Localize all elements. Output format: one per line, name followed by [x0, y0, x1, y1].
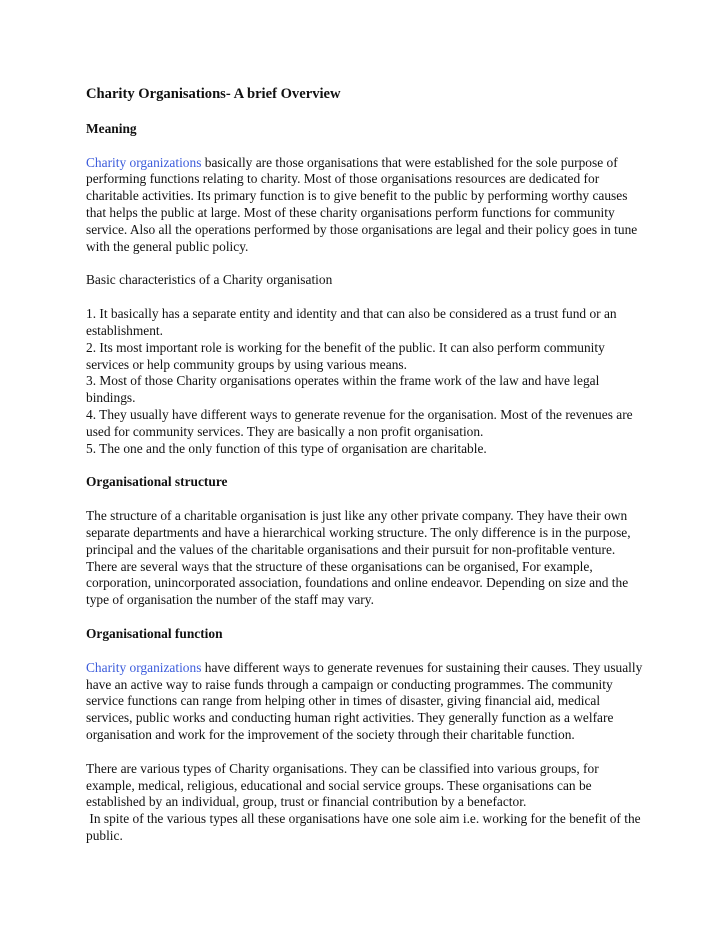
- document-title: Charity Organisations- A brief Overview: [86, 86, 341, 102]
- characteristics-intro: Basic characteristics of a Charity organisation: [86, 272, 333, 288]
- list-item: 5. The one and the only function of this type of organisation are charitable.: [86, 440, 487, 456]
- list-item: 2. Its most important role is working for the benefit of the public. It can also perform community services or help community groups by using various means.: [86, 339, 605, 372]
- meaning-heading: Meaning: [86, 120, 137, 136]
- function-paragraph-text: have different ways to generate revenues for sustaining their causes. They usually have an active way to raise funds through a campaign or conducting programmes. The community service functions can range from helping other in times of disaster, giving financial aid, medical services, public works and conducting human right activities. They generally function as a welfare organisation and work for the improvement of the society through their charitable function.: [86, 659, 643, 742]
- types-paragraph: There are various types of Charity organisations. They can be classified into various groups, for example, medical, religious, educational and social service groups. These organisations can be established by an individual, group, trust or financial contribution by a benefactor.: [86, 760, 599, 810]
- meaning-paragraph-text: basically are those organisations that were established for the sole purpose of performing functions relating to charity. Most of those organisations resources are dedicated for charitable activities. Its primary function is to give benefit to the public by performing worthy causes that helps the public at large. Most of these charity organisations perform functions for community service. Also all the operations performed by those organisations are legal and their policy goes in tune with the general public policy.: [86, 154, 638, 254]
- list-item: 1. It basically has a separate entity and identity and that can also be considered as a trust fund or an establishment.: [86, 306, 617, 338]
- sole-aim-paragraph: In spite of the various types all these organisations have one sole aim i.e. working for the benefit of the public.: [86, 811, 644, 843]
- meaning-paragraph: [86, 155, 646, 256]
- document-page: [86, 86, 646, 862]
- charity-organizations-link[interactable]: Charity organizations: [86, 659, 202, 675]
- list-item: 4. They usually have different ways to generate revenue for the organisation. Most of the revenues are used for community services. They are basically a non profit organisation.: [86, 406, 633, 439]
- function-paragraph: [86, 660, 646, 744]
- function-heading: Organisational function: [86, 625, 223, 641]
- list-item: 3. Most of those Charity organisations operates within the frame work of the law and have legal bindings.: [86, 373, 600, 406]
- structure-paragraph: The structure of a charitable organisation is just like any other private company. They have their own separate departments and have a hierarchical working structure. The only difference is in the purpose, principal and the values of the charitable organisations and their pursuit for non-profitable venture. There are several ways that the structure of these organisations can be organised, For example, corporation, unincorporated association, foundations and online endeavor. Depending on size and the type of organisation the number of the staff may vary.: [86, 508, 631, 608]
- charity-organizations-link[interactable]: Charity organizations: [86, 154, 202, 170]
- characteristics-list: [86, 306, 646, 457]
- structure-heading: Organisational structure: [86, 474, 228, 490]
